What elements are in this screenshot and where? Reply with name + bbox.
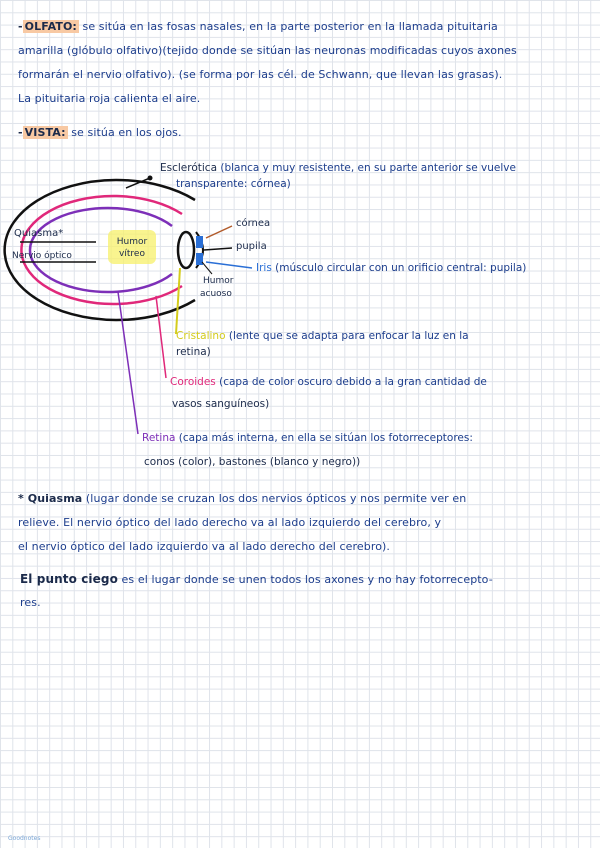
iris-shape-bottom <box>196 253 203 265</box>
olfato-line-1 <box>18 20 498 33</box>
vista-heading-dash: - <box>18 126 23 139</box>
goodnotes-watermark: Goodnotes <box>8 835 41 842</box>
olfato-line-3: formarán el nervio olfativo). (se forma por las cél. de Schwann, que llevan las grasas). <box>18 68 503 81</box>
cristalino-line <box>176 330 469 342</box>
iris-shape-top <box>196 236 203 248</box>
pupila-label: pupila <box>236 241 267 252</box>
retina-label: Retina <box>142 432 176 444</box>
quiasma-note-text-1: (lugar donde se cruzan los dos nervios ópticos y nos permite ver en <box>85 492 467 505</box>
esclerotica-label: Esclerótica <box>160 162 218 174</box>
cornea-label: córnea <box>236 218 271 229</box>
humor-acuoso-pointer <box>202 262 212 274</box>
iris-desc: (músculo circular con un orificio central: pupila) <box>275 262 527 274</box>
coroides-line <box>170 376 487 388</box>
coroides-desc-2: vasos sanguíneos) <box>172 398 270 410</box>
vista-heading: VISTA: <box>24 126 66 139</box>
coroides-pointer <box>156 296 166 378</box>
nervio-optico-label: Nervio óptico <box>12 251 72 261</box>
olfato-line-4: La pituitaria roja calienta el aire. <box>18 92 201 105</box>
humor-vitreo-label: Humor vítreo <box>116 237 148 259</box>
coroides-desc-1: (capa de color oscuro debido a la gran cantidad de <box>219 376 487 388</box>
esclerotica-desc-1: (blanca y muy resistente, en su parte anterior se vuelve <box>220 162 516 174</box>
olfato-heading: OLFATO: <box>24 20 77 33</box>
quiasma-note-line-3: el nervio óptico del lado izquierdo va al lado derecho del cerebro). <box>18 540 391 553</box>
cornea-pointer <box>206 226 232 238</box>
iris-pointer <box>206 262 252 268</box>
quiasma-note-line-2: relieve. El nervio óptico del lado derecho va al lado izquierdo del cerebro, y <box>18 516 442 529</box>
iris-line <box>256 262 526 274</box>
vista-line <box>18 126 182 139</box>
retina-desc-1: (capa más interna, en ella se sitúan los fotorreceptores: <box>178 432 473 444</box>
cristalino-pointer <box>176 268 180 334</box>
olfato-line-2: amarilla (glóbulo olfativo)(tejido donde se sitúan las neuronas modificadas cuyos axones <box>18 44 517 57</box>
esclerotica-dot <box>148 176 153 181</box>
punto-ciego-heading: El punto ciego <box>20 572 118 586</box>
punto-ciego-text-1: es el lugar donde se unen todos los axones y no hay fotorrecepto- <box>121 573 493 586</box>
cristalino-label: Cristalino <box>176 330 226 342</box>
vista-text: se sitúa en los ojos. <box>71 126 182 139</box>
quiasma-note-line-1 <box>18 492 466 505</box>
humor-acuoso-label-1: Humor <box>203 276 234 286</box>
sclera-outline <box>5 180 195 320</box>
retina-line <box>142 432 473 444</box>
humor-acuoso-label-2: acuoso <box>200 289 232 299</box>
olfato-text-1: se sitúa en las fosas nasales, en la parte posterior en la llamada pituitaria <box>82 20 498 33</box>
olfato-heading-dash: - <box>18 20 23 33</box>
esclerotica-desc-2: transparente: córnea) <box>176 178 291 190</box>
quiasma-note-heading: * Quiasma <box>18 492 83 505</box>
iris-label: Iris <box>256 262 272 274</box>
pupila-pointer <box>204 248 232 250</box>
retina-pointer <box>118 292 138 434</box>
punto-ciego-line-1 <box>20 572 493 586</box>
esclerotica-line-1 <box>160 162 516 174</box>
coroides-label: Coroides <box>170 376 216 388</box>
cristalino-desc-1: (lente que se adapta para enfocar la luz en la <box>228 330 469 342</box>
choroid-outline <box>21 196 182 304</box>
cristalino-desc-2: retina) <box>176 346 211 358</box>
punto-ciego-line-2: res. <box>20 596 41 609</box>
lens-shape <box>178 232 194 268</box>
quiasma-label: Quiasma* <box>14 228 64 239</box>
retina-desc-2: conos (color), bastones (blanco y negro)) <box>144 456 361 468</box>
eye-diagram <box>0 150 600 480</box>
